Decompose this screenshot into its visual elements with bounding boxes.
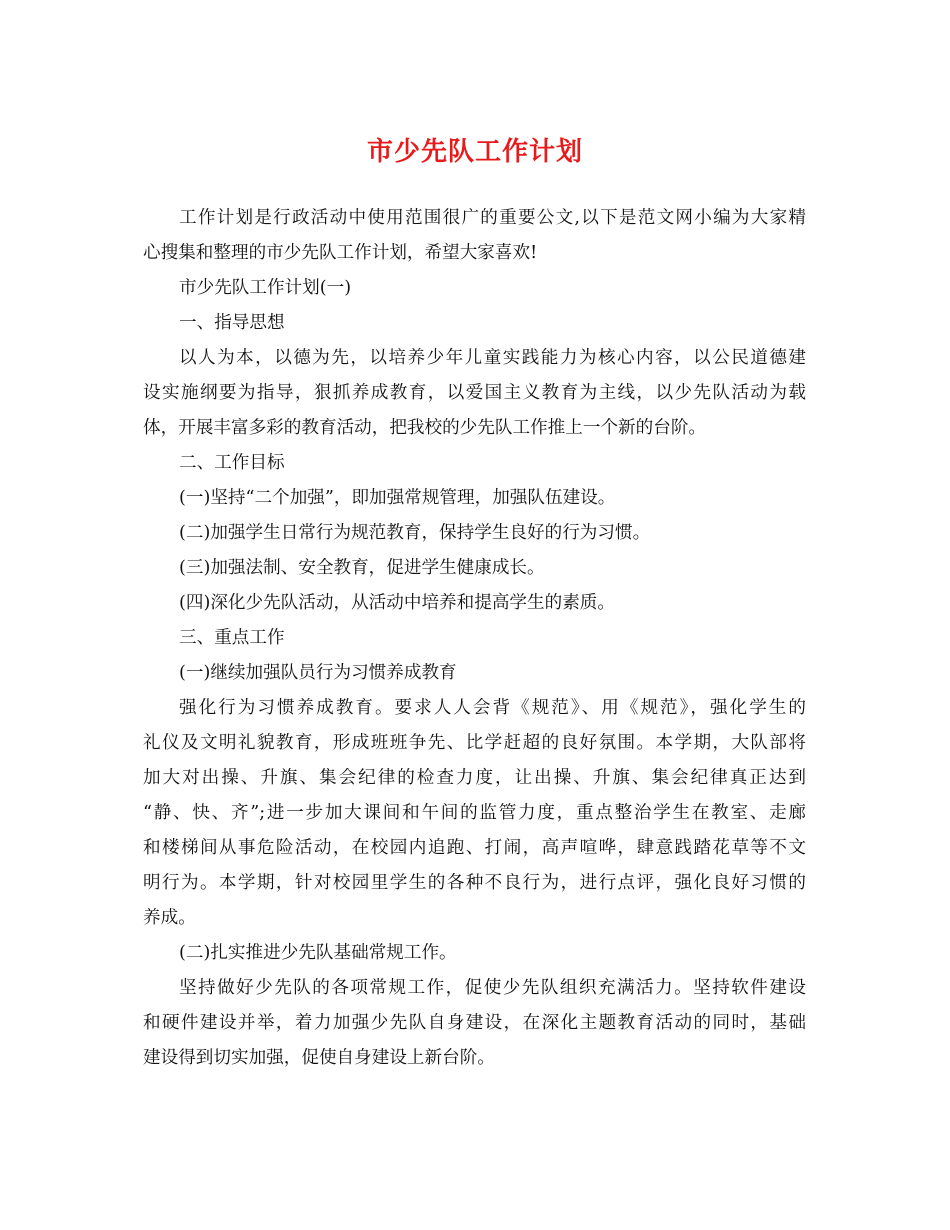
paragraph-line: 坚持做好少先队的各项常规工作，促使少先队组织充满活力。坚持软件建设: [179, 978, 806, 998]
paragraph-line: 和硬件建设并举，着力加强少先队自身建设，在深化主题教育活动的同时，基础: [143, 1013, 806, 1033]
work-item-heading: (二)扎实推进少先队基础常规工作。: [179, 943, 457, 963]
goal-item: (四)深化少先队活动，从活动中培养和提高学生的素质。: [179, 593, 615, 613]
paragraph-line: 和楼梯间从事危险活动，在校园内追跑、打闹，高声喧哗，肆意践踏花草等不文: [143, 838, 806, 858]
work1-paragraph: [143, 691, 806, 936]
paragraph-line: 以人为本，以德为先，以培养少年儿童实践能力为核心内容，以公民道德建: [179, 348, 806, 368]
paragraph-line: 加大对出操、升旗、集会纪律的检查力度，让出操、升旗、集会纪律真正达到: [143, 768, 806, 788]
paragraph-line: 建设得到切实加强，促使自身建设上新台阶。: [143, 1048, 495, 1068]
paragraph-line: 强化行为习惯养成教育。要求人人会背《规范》、用《规范》，强化学生的: [179, 698, 806, 718]
intro-line-1: 工作计划是行政活动中使用范围很广的重要公文,以下是范文网小编为大家精: [179, 208, 806, 228]
section-heading-key-work: 三、重点工作: [179, 628, 285, 648]
goal-item: (一)坚持“二个加强”，即加强常规管理，加强队伍建设。: [179, 488, 616, 508]
document-title: 市少先队工作计划: [366, 137, 583, 167]
section-heading-guiding-ideology: 一、指导思想: [179, 313, 285, 333]
paragraph-line: 明行为。本学期，针对校园里学生的各种不良行为，进行点评，强化良好习惯的: [143, 873, 806, 893]
paragraph-line: 礼仪及文明礼貌教育，形成班班争先、比学赶超的良好氛围。本学期，大队部将: [143, 733, 806, 753]
paragraph-line: 体，开展丰富多彩的教育活动，把我校的少先队工作推上一个新的台阶。: [143, 418, 707, 438]
intro-paragraph: [143, 201, 806, 271]
work2-paragraph: [143, 971, 806, 1076]
plan-heading: 市少先队工作计划(一): [179, 278, 352, 298]
paragraph-line: 养成。: [143, 908, 196, 928]
document-body: [143, 201, 806, 1076]
intro-line-2: 心搜集和整理的市少先队工作计划，希望大家喜欢!: [143, 243, 538, 263]
work-item-heading: (一)继续加强队员行为习惯养成教育: [179, 663, 457, 683]
paragraph-line: 设实施纲要为指导，狠抓养成教育，以爱国主义教育为主线，以少先队活动为载: [143, 383, 806, 403]
goal-item: (二)加强学生日常行为规范教育，保持学生良好的行为习惯。: [179, 523, 651, 543]
goal-item: (三)加强法制、安全教育，促进学生健康成长。: [179, 558, 545, 578]
paragraph-line: “静、快、齐”;进一步加大课间和午间的监管力度，重点整治学生在教室、走廊: [143, 803, 806, 823]
section-heading-work-goals: 二、工作目标: [179, 453, 285, 473]
guiding-ideology-paragraph: [143, 341, 806, 446]
